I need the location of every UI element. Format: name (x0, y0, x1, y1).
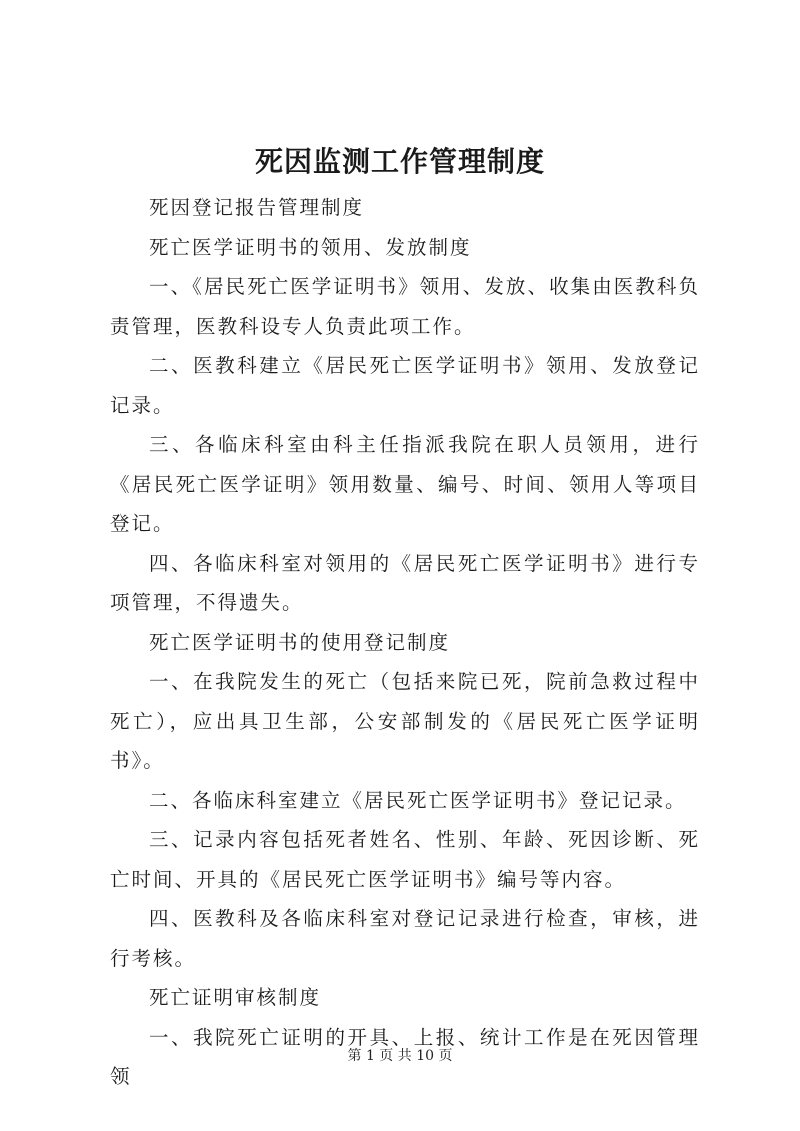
paragraph: 一、《居民死亡医学证明书》领用、发放、收集由医教科负责管理，医教科设专人负责此项工作。 (110, 275, 700, 338)
subsection-heading: 死亡证明审核制度 (149, 986, 322, 1009)
paragraph: 三、各临床科室由科主任指派我院在职人员领用，进行《居民死亡医学证明》领用数量、编号、时间、领用人等项目登记。 (110, 433, 700, 535)
paragraph: 四、各临床科室对领用的《居民死亡医学证明书》进行专项管理，不得遗失。 (110, 551, 700, 614)
paragraph: 四、医教科及各临床科室对登记记录进行检查，审核，进行考核。 (110, 907, 700, 970)
document-body (110, 188, 700, 1097)
subsection-heading: 死亡医学证明书的领用、发放制度 (149, 235, 472, 259)
page-footer: 第 1 页 共 10 页 (347, 1048, 453, 1064)
document-title: 死因监测工作管理制度 (254, 145, 545, 178)
paragraph: 一、我院死亡证明的开具、上报、统计工作是在死因管理领 (110, 1025, 700, 1088)
subsection-heading: 死亡医学证明书的使用登记制度 (149, 630, 451, 654)
paragraph: 一、在我院发生的死亡（包括来院已死，院前急救过程中死亡），应出具卫生部，公安部制发的《居民死亡医学证明书》。 (110, 670, 700, 772)
section-heading: 死因登记报告管理制度 (149, 196, 365, 219)
paragraph: 三、记录内容包括死者姓名、性别、年龄、死因诊断、死亡时间、开具的《居民死亡医学证明书》编号等内容。 (110, 828, 700, 891)
paragraph: 二、各临床科室建立《居民死亡医学证明书》登记记录。 (149, 788, 687, 812)
paragraph: 二、医教科建立《居民死亡医学证明书》领用、发放登记记录。 (110, 354, 700, 417)
